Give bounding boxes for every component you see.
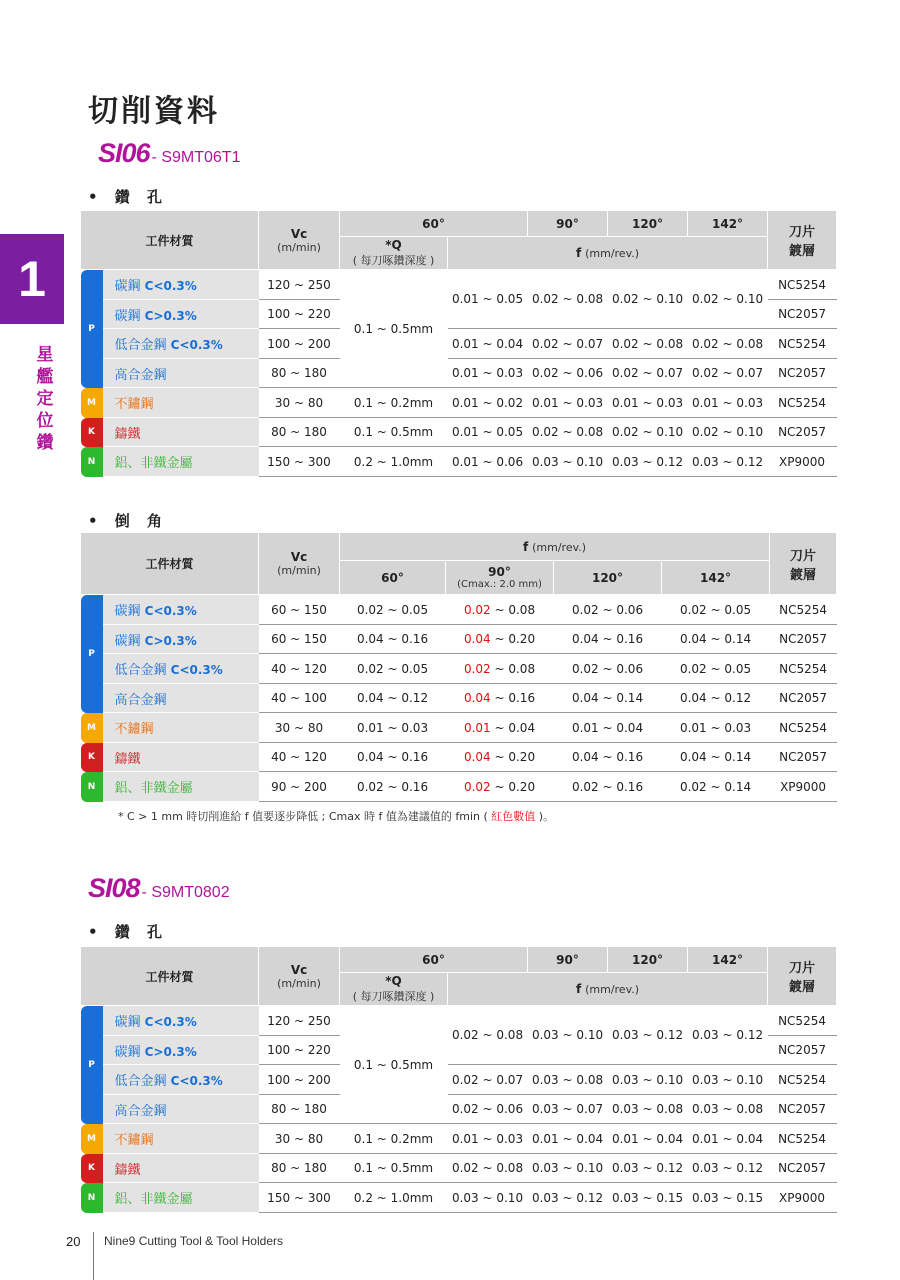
material-carbon-low: 碳鋼 C<0.3% (103, 270, 259, 300)
f-cell: 0.01 ~ 0.04 (608, 1124, 688, 1154)
f-cell: 0.02 ~ 0.07 (608, 359, 688, 388)
f-cell: 0.04 ~ 0.16 (554, 743, 662, 772)
header-vc: Vc (m/min) (259, 211, 340, 270)
chapter-label: 星艦定位鑽 (36, 345, 54, 453)
header-angle-142: 142° (662, 561, 770, 595)
f-cell: 0.02 ~ 0.08 (446, 654, 554, 684)
header-vc: Vc (m/min) (259, 533, 340, 595)
vc-cell: 90 ~ 200 (259, 772, 340, 802)
material-stainless: 不鏽鋼 (103, 388, 259, 418)
f-cell: 0.03 ~ 0.12 (688, 1006, 768, 1065)
q-cell: 0.1 ~ 0.5mm (340, 270, 448, 388)
header-f: f (mm/rev.) (448, 237, 768, 270)
si06-drill-table (80, 210, 837, 477)
header-vc: Vc (m/min) (259, 947, 340, 1006)
material-carbon-high: 碳鋼 C>0.3% (103, 1036, 259, 1065)
vc-cell: 120 ~ 250 (259, 1006, 340, 1036)
group-p-badge: P (81, 270, 103, 388)
material-stainless: 不鏽鋼 (103, 1124, 259, 1154)
vc-cell: 80 ~ 180 (259, 1154, 340, 1183)
material-cast-iron: 鑄鐵 (103, 1154, 259, 1183)
f-cell: 0.03 ~ 0.08 (608, 1095, 688, 1124)
header-angle-142: 142° (688, 211, 768, 237)
f-cell: 0.03 ~ 0.12 (528, 1183, 608, 1213)
coating-cell: NC2057 (768, 1036, 837, 1065)
header-angle-142: 142° (688, 947, 768, 973)
coating-cell: NC2057 (768, 300, 837, 329)
f-cell: 0.03 ~ 0.10 (608, 1065, 688, 1095)
group-m-badge: M (81, 1124, 103, 1154)
f-cell: 0.02 ~ 0.05 (662, 595, 770, 625)
header-angle-90: 90° (Cmax.: 2.0 mm) (446, 561, 554, 595)
f-cell: 0.01 ~ 0.03 (448, 1124, 528, 1154)
vc-cell: 100 ~ 220 (259, 1036, 340, 1065)
section-drill-title: • 鑽 孔 (88, 188, 169, 206)
material-stainless: 不鏽鋼 (103, 713, 259, 743)
f-cell: 0.02 ~ 0.10 (688, 270, 768, 329)
f-cell: 0.02 ~ 0.08 (528, 418, 608, 447)
group-p-badge: P (81, 1006, 103, 1124)
f-cell: 0.04 ~ 0.16 (340, 625, 446, 654)
f-cell: 0.01 ~ 0.03 (448, 359, 528, 388)
f-cell: 0.04 ~ 0.12 (662, 684, 770, 713)
f-cell: 0.02 ~ 0.16 (340, 772, 446, 802)
f-cell: 0.01 ~ 0.03 (688, 388, 768, 418)
vc-cell: 80 ~ 180 (259, 359, 340, 388)
f-cell: 0.03 ~ 0.10 (528, 1154, 608, 1183)
coating-cell: XP9000 (768, 1183, 837, 1213)
vc-cell: 30 ~ 80 (259, 388, 340, 418)
f-cell: 0.02 ~ 0.07 (528, 329, 608, 359)
page-title: 切削資料 (88, 94, 220, 129)
coating-cell: XP9000 (770, 772, 837, 802)
vc-cell: 60 ~ 150 (259, 595, 340, 625)
material-aluminum: 鋁、非鐵金屬 (103, 1183, 259, 1213)
header-angle-60: 60° (340, 947, 528, 973)
material-carbon-low: 碳鋼 C<0.3% (103, 595, 259, 625)
section-chamfer-title: • 倒 角 (88, 512, 169, 530)
q-cell: 0.1 ~ 0.5mm (340, 418, 448, 447)
f-cell: 0.02 ~ 0.10 (608, 418, 688, 447)
f-cell: 0.03 ~ 0.15 (688, 1183, 768, 1213)
vc-cell: 30 ~ 80 (259, 713, 340, 743)
f-cell: 0.04 ~ 0.20 (446, 743, 554, 772)
coating-cell: NC2057 (768, 359, 837, 388)
vc-cell: 120 ~ 250 (259, 270, 340, 300)
header-angle-60: 60° (340, 561, 446, 595)
header-q: *Q ( 每刀啄鑽深度 ) (340, 973, 448, 1006)
f-cell: 0.04 ~ 0.12 (340, 684, 446, 713)
f-cell: 0.01 ~ 0.03 (340, 713, 446, 743)
f-cell: 0.03 ~ 0.10 (688, 1065, 768, 1095)
coating-cell: NC5254 (768, 388, 837, 418)
f-cell: 0.01 ~ 0.03 (662, 713, 770, 743)
footnote: * C > 1 mm 時切削進給 f 值要逐步降低 ; Cmax 時 f 值為建議值的 fmin ( 紅色數值 )。 (118, 810, 555, 823)
f-cell: 0.02 ~ 0.08 (448, 1006, 528, 1065)
header-angle-90: 90° (528, 947, 608, 973)
f-cell: 0.02 ~ 0.08 (528, 270, 608, 329)
f-cell: 0.03 ~ 0.10 (528, 1006, 608, 1065)
f-cell: 0.02 ~ 0.06 (528, 359, 608, 388)
vc-cell: 100 ~ 200 (259, 1065, 340, 1095)
material-cast-iron: 鑄鐵 (103, 743, 259, 772)
si06-chamfer-table (80, 532, 837, 802)
f-cell: 0.02 ~ 0.06 (448, 1095, 528, 1124)
f-cell: 0.01 ~ 0.05 (448, 418, 528, 447)
vc-cell: 40 ~ 120 (259, 743, 340, 772)
header-angle-120: 120° (608, 211, 688, 237)
f-cell: 0.03 ~ 0.12 (608, 447, 688, 477)
f-cell: 0.02 ~ 0.05 (340, 595, 446, 625)
material-low-alloy: 低合金鋼 C<0.3% (103, 329, 259, 359)
f-cell: 0.01 ~ 0.03 (528, 388, 608, 418)
header-angle-60: 60° (340, 211, 528, 237)
group-n-badge: N (81, 447, 103, 477)
f-cell: 0.03 ~ 0.07 (528, 1095, 608, 1124)
coating-cell: NC5254 (770, 595, 837, 625)
f-cell: 0.04 ~ 0.14 (662, 743, 770, 772)
footer-divider (93, 1232, 94, 1280)
coating-cell: XP9000 (768, 447, 837, 477)
header-angle-120: 120° (554, 561, 662, 595)
f-cell: 0.03 ~ 0.10 (448, 1183, 528, 1213)
header-coating: 刀片 鍍層 (770, 533, 837, 595)
f-cell: 0.01 ~ 0.04 (528, 1124, 608, 1154)
f-cell: 0.04 ~ 0.16 (446, 684, 554, 713)
group-k-badge: K (81, 418, 103, 447)
f-cell: 0.02 ~ 0.08 (448, 1154, 528, 1183)
group-k-badge: K (81, 743, 103, 772)
coating-cell: NC5254 (770, 654, 837, 684)
coating-cell: NC5254 (770, 713, 837, 743)
model-code: SI08 (88, 873, 140, 903)
f-cell: 0.02 ~ 0.08 (688, 329, 768, 359)
material-cast-iron: 鑄鐵 (103, 418, 259, 447)
f-cell: 0.04 ~ 0.14 (662, 625, 770, 654)
vc-cell: 150 ~ 300 (259, 447, 340, 477)
f-cell: 0.01 ~ 0.03 (608, 388, 688, 418)
si08-model-title (88, 873, 230, 904)
q-cell: 0.1 ~ 0.5mm (340, 1006, 448, 1124)
f-cell: 0.02 ~ 0.05 (662, 654, 770, 684)
header-coating: 刀片 鍍層 (768, 211, 837, 270)
model-code: SI06 (98, 138, 150, 168)
material-aluminum: 鋁、非鐵金屬 (103, 772, 259, 802)
coating-cell: NC2057 (770, 625, 837, 654)
group-m-badge: M (81, 713, 103, 743)
header-f: f (mm/rev.) (448, 973, 768, 1006)
group-n-badge: N (81, 1183, 103, 1213)
material-carbon-high: 碳鋼 C>0.3% (103, 300, 259, 329)
group-m-badge: M (81, 388, 103, 418)
f-cell: 0.02 ~ 0.14 (662, 772, 770, 802)
coating-cell: NC5254 (768, 329, 837, 359)
f-cell: 0.04 ~ 0.14 (554, 684, 662, 713)
f-cell: 0.02 ~ 0.20 (446, 772, 554, 802)
si06-model-title (98, 138, 240, 169)
f-cell: 0.02 ~ 0.06 (554, 654, 662, 684)
coating-cell: NC5254 (768, 1006, 837, 1036)
section-drill-title: • 鑽 孔 (88, 923, 169, 941)
vc-cell: 100 ~ 220 (259, 300, 340, 329)
f-cell: 0.03 ~ 0.12 (608, 1006, 688, 1065)
vc-cell: 100 ~ 200 (259, 329, 340, 359)
material-low-alloy: 低合金鋼 C<0.3% (103, 1065, 259, 1095)
si08-drill-table (80, 946, 837, 1213)
f-cell: 0.01 ~ 0.04 (688, 1124, 768, 1154)
group-n-badge: N (81, 772, 103, 802)
coating-cell: NC2057 (768, 1154, 837, 1183)
f-cell: 0.04 ~ 0.20 (446, 625, 554, 654)
coating-cell: NC5254 (768, 270, 837, 300)
material-low-alloy: 低合金鋼 C<0.3% (103, 654, 259, 684)
q-cell: 0.2 ~ 1.0mm (340, 1183, 448, 1213)
f-cell: 0.02 ~ 0.05 (340, 654, 446, 684)
header-angle-120: 120° (608, 947, 688, 973)
f-cell: 0.02 ~ 0.07 (448, 1065, 528, 1095)
coating-cell: NC2057 (768, 418, 837, 447)
vc-cell: 150 ~ 300 (259, 1183, 340, 1213)
vc-cell: 60 ~ 150 (259, 625, 340, 654)
vc-cell: 80 ~ 180 (259, 1095, 340, 1124)
material-high-alloy: 高合金鋼 (103, 359, 259, 388)
model-sub: - S9MT06T1 (151, 149, 241, 166)
material-carbon-high: 碳鋼 C>0.3% (103, 625, 259, 654)
f-cell: 0.01 ~ 0.02 (448, 388, 528, 418)
coating-cell: NC2057 (770, 743, 837, 772)
q-cell: 0.1 ~ 0.2mm (340, 388, 448, 418)
material-aluminum: 鋁、非鐵金屬 (103, 447, 259, 477)
f-cell: 0.01 ~ 0.06 (448, 447, 528, 477)
header-q: *Q ( 每刀啄鑽深度 ) (340, 237, 448, 270)
f-cell: 0.03 ~ 0.10 (528, 447, 608, 477)
f-cell: 0.03 ~ 0.12 (608, 1154, 688, 1183)
f-cell: 0.03 ~ 0.15 (608, 1183, 688, 1213)
f-cell: 0.02 ~ 0.10 (688, 418, 768, 447)
header-coating: 刀片 鍍層 (768, 947, 837, 1006)
coating-cell: NC2057 (768, 1095, 837, 1124)
vc-cell: 80 ~ 180 (259, 418, 340, 447)
q-cell: 0.1 ~ 0.2mm (340, 1124, 448, 1154)
f-cell: 0.01 ~ 0.04 (448, 329, 528, 359)
chapter-tab: 1 (0, 234, 64, 324)
header-f: f (mm/rev.) (340, 533, 770, 561)
header-material: 工件材質 (81, 211, 259, 270)
material-high-alloy: 高合金鋼 (103, 684, 259, 713)
vc-cell: 40 ~ 100 (259, 684, 340, 713)
coating-cell: NC2057 (770, 684, 837, 713)
header-angle-90: 90° (528, 211, 608, 237)
group-p-badge: P (81, 595, 103, 713)
f-cell: 0.03 ~ 0.12 (688, 1154, 768, 1183)
f-cell: 0.04 ~ 0.16 (340, 743, 446, 772)
material-high-alloy: 高合金鋼 (103, 1095, 259, 1124)
model-sub: - S9MT0802 (141, 884, 230, 901)
f-cell: 0.03 ~ 0.08 (688, 1095, 768, 1124)
footer-company: Nine9 Cutting Tool & Tool Holders (104, 1234, 283, 1248)
f-cell: 0.02 ~ 0.10 (608, 270, 688, 329)
f-cell: 0.01 ~ 0.05 (448, 270, 528, 329)
material-carbon-low: 碳鋼 C<0.3% (103, 1006, 259, 1036)
f-cell: 0.02 ~ 0.06 (554, 595, 662, 625)
coating-cell: NC5254 (768, 1065, 837, 1095)
vc-cell: 30 ~ 80 (259, 1124, 340, 1154)
f-cell: 0.01 ~ 0.04 (446, 713, 554, 743)
vc-cell: 40 ~ 120 (259, 654, 340, 684)
header-material: 工件材質 (81, 533, 259, 595)
q-cell: 0.2 ~ 1.0mm (340, 447, 448, 477)
page-number: 20 (66, 1234, 81, 1249)
f-cell: 0.01 ~ 0.04 (554, 713, 662, 743)
f-cell: 0.02 ~ 0.07 (688, 359, 768, 388)
f-cell: 0.03 ~ 0.08 (528, 1065, 608, 1095)
header-material: 工件材質 (81, 947, 259, 1006)
f-cell: 0.02 ~ 0.08 (446, 595, 554, 625)
q-cell: 0.1 ~ 0.5mm (340, 1154, 448, 1183)
f-cell: 0.03 ~ 0.12 (688, 447, 768, 477)
group-k-badge: K (81, 1154, 103, 1183)
f-cell: 0.04 ~ 0.16 (554, 625, 662, 654)
f-cell: 0.02 ~ 0.16 (554, 772, 662, 802)
f-cell: 0.02 ~ 0.08 (608, 329, 688, 359)
coating-cell: NC5254 (768, 1124, 837, 1154)
